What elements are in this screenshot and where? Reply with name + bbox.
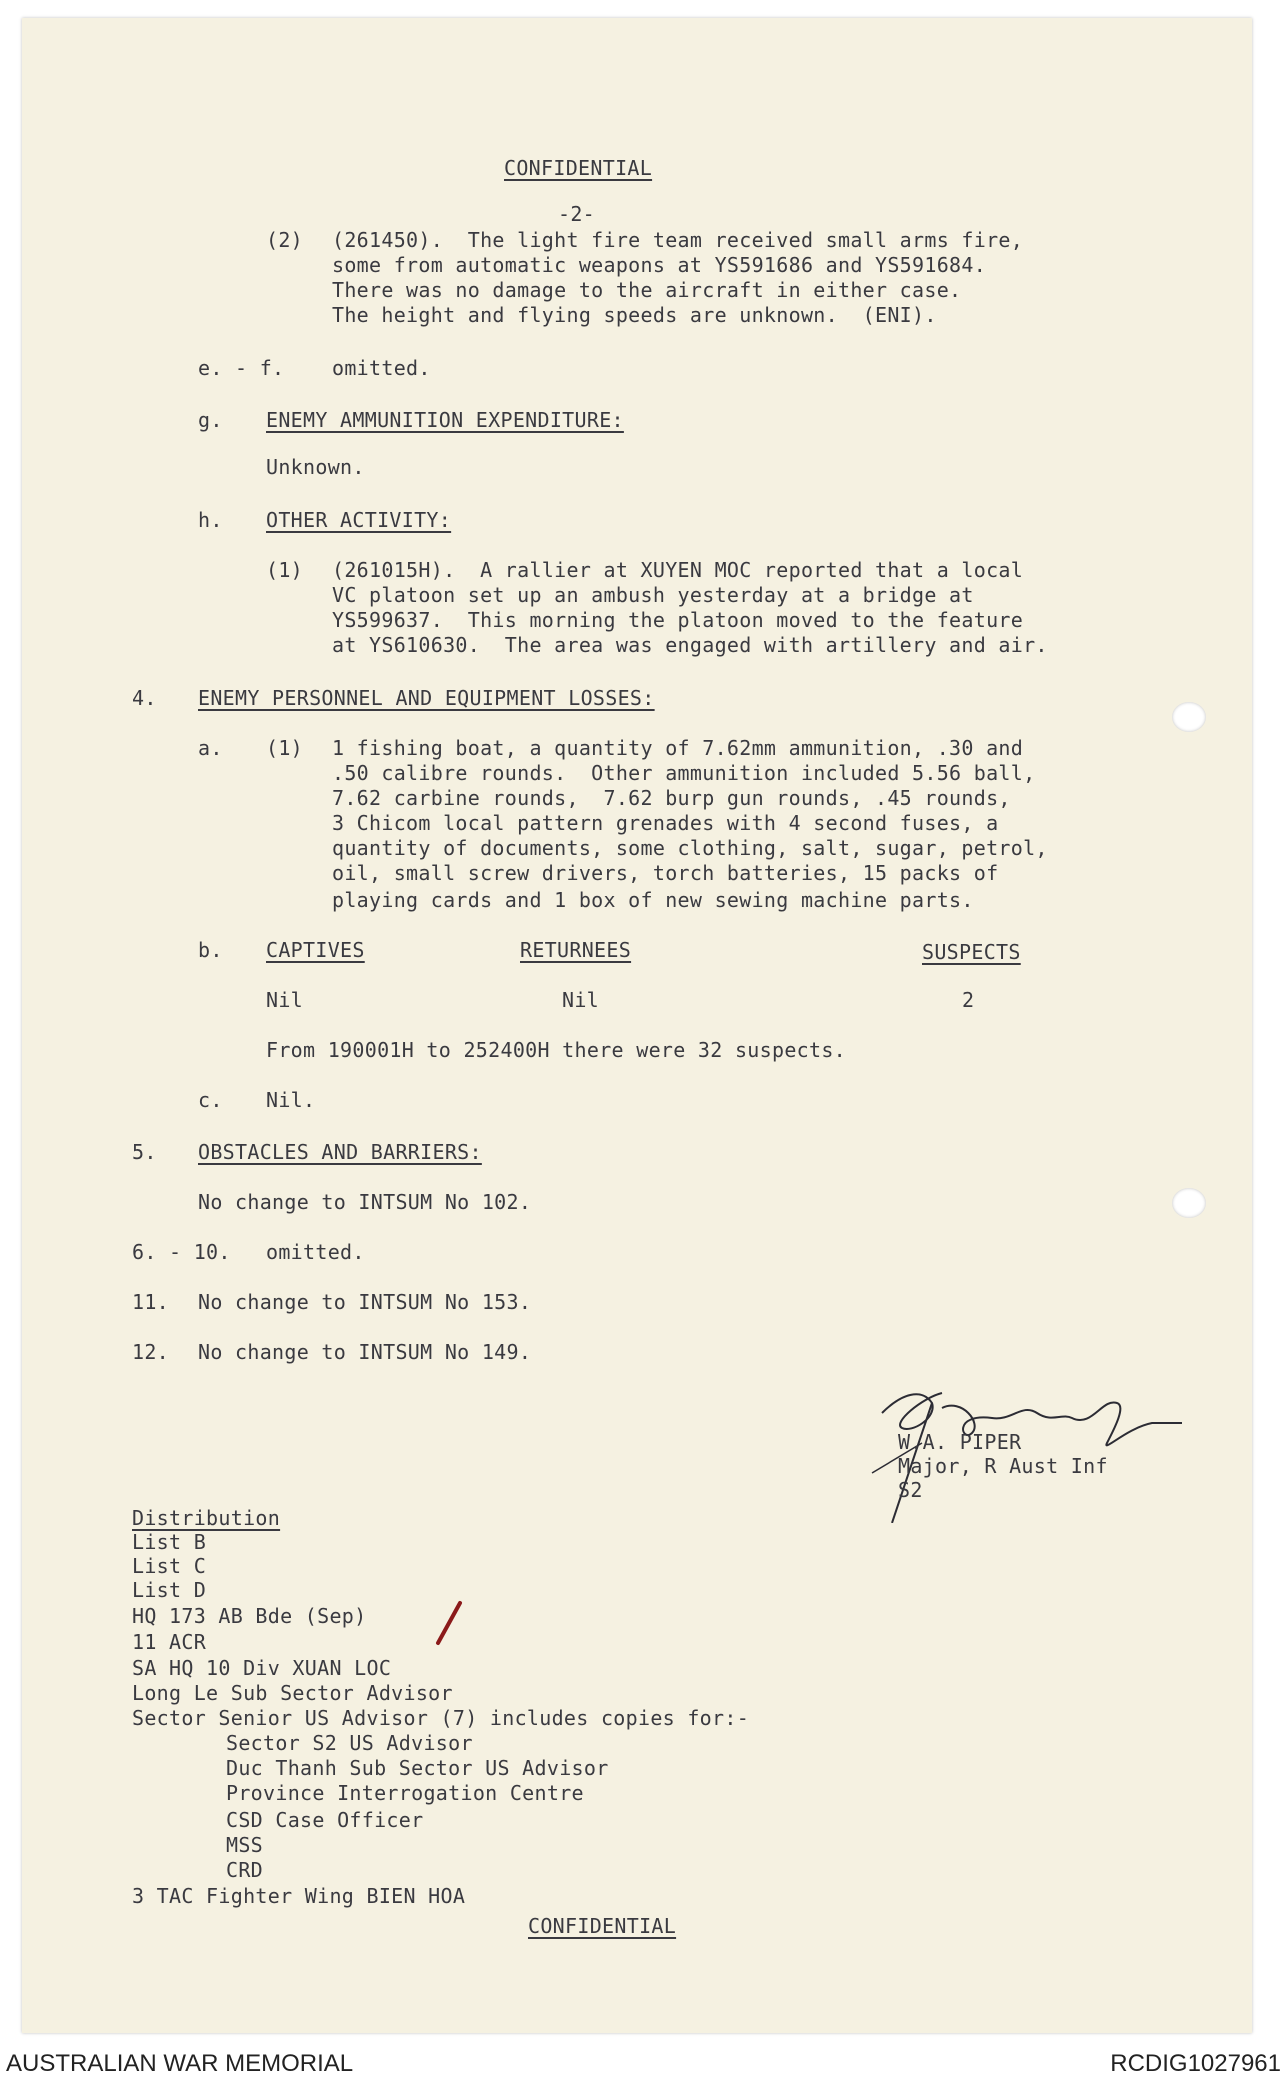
table-value-returnees: Nil [562,988,600,1012]
section-g-text: Unknown. [266,455,365,479]
section-11-number: 11. [132,1290,170,1314]
signature-role: S2 [898,1478,923,1502]
section-11-text: No change to INTSUM No 153. [198,1290,532,1314]
section-h-label: h. [198,508,223,532]
distribution-subitem: Province Interrogation Centre [226,1781,584,1805]
section-ef-text: omitted. [332,356,431,380]
section-4c-label: c. [198,1088,223,1112]
section-h-heading: OTHER ACTIVITY: [266,508,452,532]
section-4b-note: From 190001H to 252400H there were 32 suspects. [266,1038,847,1062]
section-4-heading: ENEMY PERSONNEL AND EQUIPMENT LOSSES: [198,686,655,710]
para-4a1-number: (1) [266,736,304,760]
footer-right-label: RCDIG1027961 [1110,2050,1281,2077]
punch-hole [1172,702,1206,732]
para-h1-line: YS599637. This morning the platoon moved to the feature [332,608,1024,632]
punch-hole [1172,1188,1206,1218]
signature-name: W.A. PIPER [898,1430,1022,1454]
distribution-subitem: Duc Thanh Sub Sector US Advisor [226,1756,609,1780]
distribution-item: Long Le Sub Sector Advisor [132,1681,453,1705]
para-h1-line: at YS610630. The area was engaged with artillery and air. [332,633,1048,657]
para-4a1-line: 1 fishing boat, a quantity of 7.62mm ammunition, .30 and [332,736,1024,760]
section-5-number: 5. [132,1140,157,1164]
para-4a1-line: oil, small screw drivers, torch batteries, 15 packs of [332,861,999,885]
section-g-heading: ENEMY AMMUNITION EXPENDITURE: [266,408,624,432]
section-5-heading: OBSTACLES AND BARRIERS: [198,1140,482,1164]
para-h1-line: VC platoon set up an ambush yesterday at a bridge at [332,583,974,607]
distribution-subitem: CSD Case Officer [226,1808,424,1832]
section-4b-label: b. [198,938,223,962]
para-4a1-line: quantity of documents, some clothing, salt, sugar, petrol, [332,836,1048,860]
table-header-captives: CAPTIVES [266,938,365,962]
distribution-subitem: MSS [226,1833,264,1857]
distribution-item: List D [132,1578,207,1602]
distribution-item: List C [132,1554,207,1578]
section-12-text: No change to INTSUM No 149. [198,1340,532,1364]
section-12-number: 12. [132,1340,170,1364]
section-4a-label: a. [198,736,223,760]
section-5-text: No change to INTSUM No 102. [198,1190,532,1214]
section-g-label: g. [198,408,223,432]
para-2-line: some from automatic weapons at YS591686 and YS591684. [332,253,987,277]
table-header-suspects: SUSPECTS [922,940,1021,964]
para-4a1-line: .50 calibre rounds. Other ammunition included 5.56 ball, [332,761,1036,785]
para-4a1-line: 7.62 carbine rounds, 7.62 burp gun rounds, .45 rounds, [332,786,1011,810]
para-2-line: There was no damage to the aircraft in either case. [332,278,962,302]
signature-rank: Major, R Aust Inf [898,1454,1108,1478]
red-pen-mark [430,1598,470,1648]
page-number: -2- [558,202,596,226]
section-ef-label: e. - f. [198,356,285,380]
table-header-returnees: RETURNEES [520,938,632,962]
distribution-item: SA HQ 10 Div XUAN LOC [132,1656,392,1680]
document-page [22,18,1252,2033]
distribution-item: List B [132,1530,207,1554]
section-6-10-number: 6. - 10. [132,1240,231,1264]
distribution-item: 3 TAC Fighter Wing BIEN HOA [132,1884,466,1908]
header-classification: CONFIDENTIAL [504,156,653,180]
para-h1-line: (261015H). A rallier at XUYEN MOC reported that a local [332,558,1024,582]
distribution-item: HQ 173 AB Bde (Sep) [132,1604,367,1628]
distribution-item: 11 ACR [132,1630,207,1654]
footer-classification: CONFIDENTIAL [528,1914,677,1938]
para-2-number: (2) [266,228,304,252]
table-value-suspects: 2 [962,988,975,1012]
distribution-subitem: Sector S2 US Advisor [226,1731,473,1755]
distribution-heading: Distribution [132,1506,281,1530]
table-value-captives: Nil [266,988,304,1012]
para-2-line: The height and flying speeds are unknown. (ENI). [332,303,937,327]
distribution-item: Sector Senior US Advisor (7) includes copies for:- [132,1706,750,1730]
footer-left-label: AUSTRALIAN WAR MEMORIAL [6,2050,354,2077]
distribution-subitem: CRD [226,1858,264,1882]
para-2-line: (261450). The light fire team received small arms fire, [332,228,1024,252]
section-4c-text: Nil. [266,1088,316,1112]
para-4a1-line: playing cards and 1 box of new sewing machine parts. [332,888,974,912]
section-6-10-text: omitted. [266,1240,365,1264]
para-4a1-line: 3 Chicom local pattern grenades with 4 second fuses, a [332,811,999,835]
section-4-number: 4. [132,686,157,710]
para-h1-number: (1) [266,558,304,582]
